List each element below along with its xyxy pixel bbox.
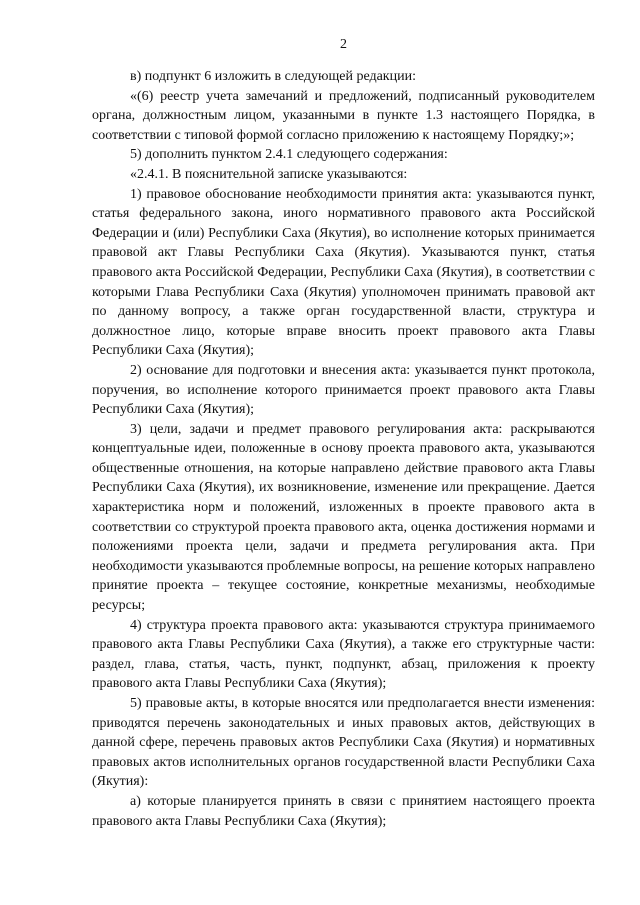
paragraph-item-3: 3) цели, задачи и предмет правового регулирования акта: раскрываются концептуальные идеи, положенные в основу проекта правового акта, указываются общественные отношения, на которые направлено действие правового акта Главы Республики Саха (Якутия), их возникновение, изменение или прекращение. Дается характеристика норм и положений, изложенных в проекте правового акта в соответствии со структурой проекта правового акта, оценка достижения нормами и положениями проекта цели, задачи и предмета регулирования акта. При необходимости указываются проблемные вопросы, на решение которых направлено принятие проекта – текущее состояние, конкретные механизмы, необходимые ресурсы; (92, 421, 595, 614)
paragraph-item-5a: а) которые планируется принять в связи с принятием настоящего проекта правового акта Главы Республики Саха (Якутия); (92, 793, 595, 829)
paragraph-amendment-v: в) подпункт 6 изложить в следующей редакции: (130, 69, 416, 84)
paragraph-item-5: 5) правовые акты, в которые вносятся или предполагается внести изменения: приводятся перечень законодательных и иных правовых актов, действующих в данной сфере, перечень правовых актов Республики Саха (Якутия) и нормативных правовых актов исполнительных органов государственной власти Республики Саха (Якутия): (92, 696, 595, 790)
paragraph-item-2: 2) основание для подготовки и внесения акта: указывается пункт протокола, поручения, во исполнение которого принимается проект правового акта Главы Республики Саха (Якутия); (92, 362, 595, 418)
paragraph-item-4: 4) структура проекта правового акта: указываются структура принимаемого правового акта Главы Республики Саха (Якутия), а также его структурные части: раздел, глава, статья, часть, пункт, подпункт, абзац, приложения к проекту правового акта Главы Республики Саха (Якутия); (92, 617, 595, 692)
document-body (92, 67, 595, 831)
paragraph-item-1: 1) правовое обоснование необходимости принятия акта: указываются пункт, статья федерального закона, иного нормативного правового акта Российской Федерации и (или) Республики Саха (Якутия), во исполнение которых принимается правовой акт Главы Республики Саха (Якутия). Указываются пункт, статья правового акта Российской Федерации, Республики Саха (Якутия), в соответствии с которыми Глава Республики Саха (Якутия) уполномочен принимать правовой акт по данному вопросу, а также орган государственной власти, структура и должностное лицо, которые вправе вносить проект правового акта Главы Республики Саха (Якутия); (92, 186, 595, 359)
paragraph-amendment-5: 5) дополнить пунктом 2.4.1 следующего содержания: (130, 147, 448, 163)
paragraph-2-4-1-heading: «2.4.1. В пояснительной записке указываются: (130, 166, 408, 182)
paragraph-subpoint-6: «(6) реестр учета замечаний и предложений, подписанный руководителем органа, должностным лицом, указанными в пункте 1.3 настоящего Порядка, в соответствии с типовой формой согласно приложению к настоящему Порядку;»; (92, 88, 595, 143)
page-number: 2 (340, 37, 347, 52)
